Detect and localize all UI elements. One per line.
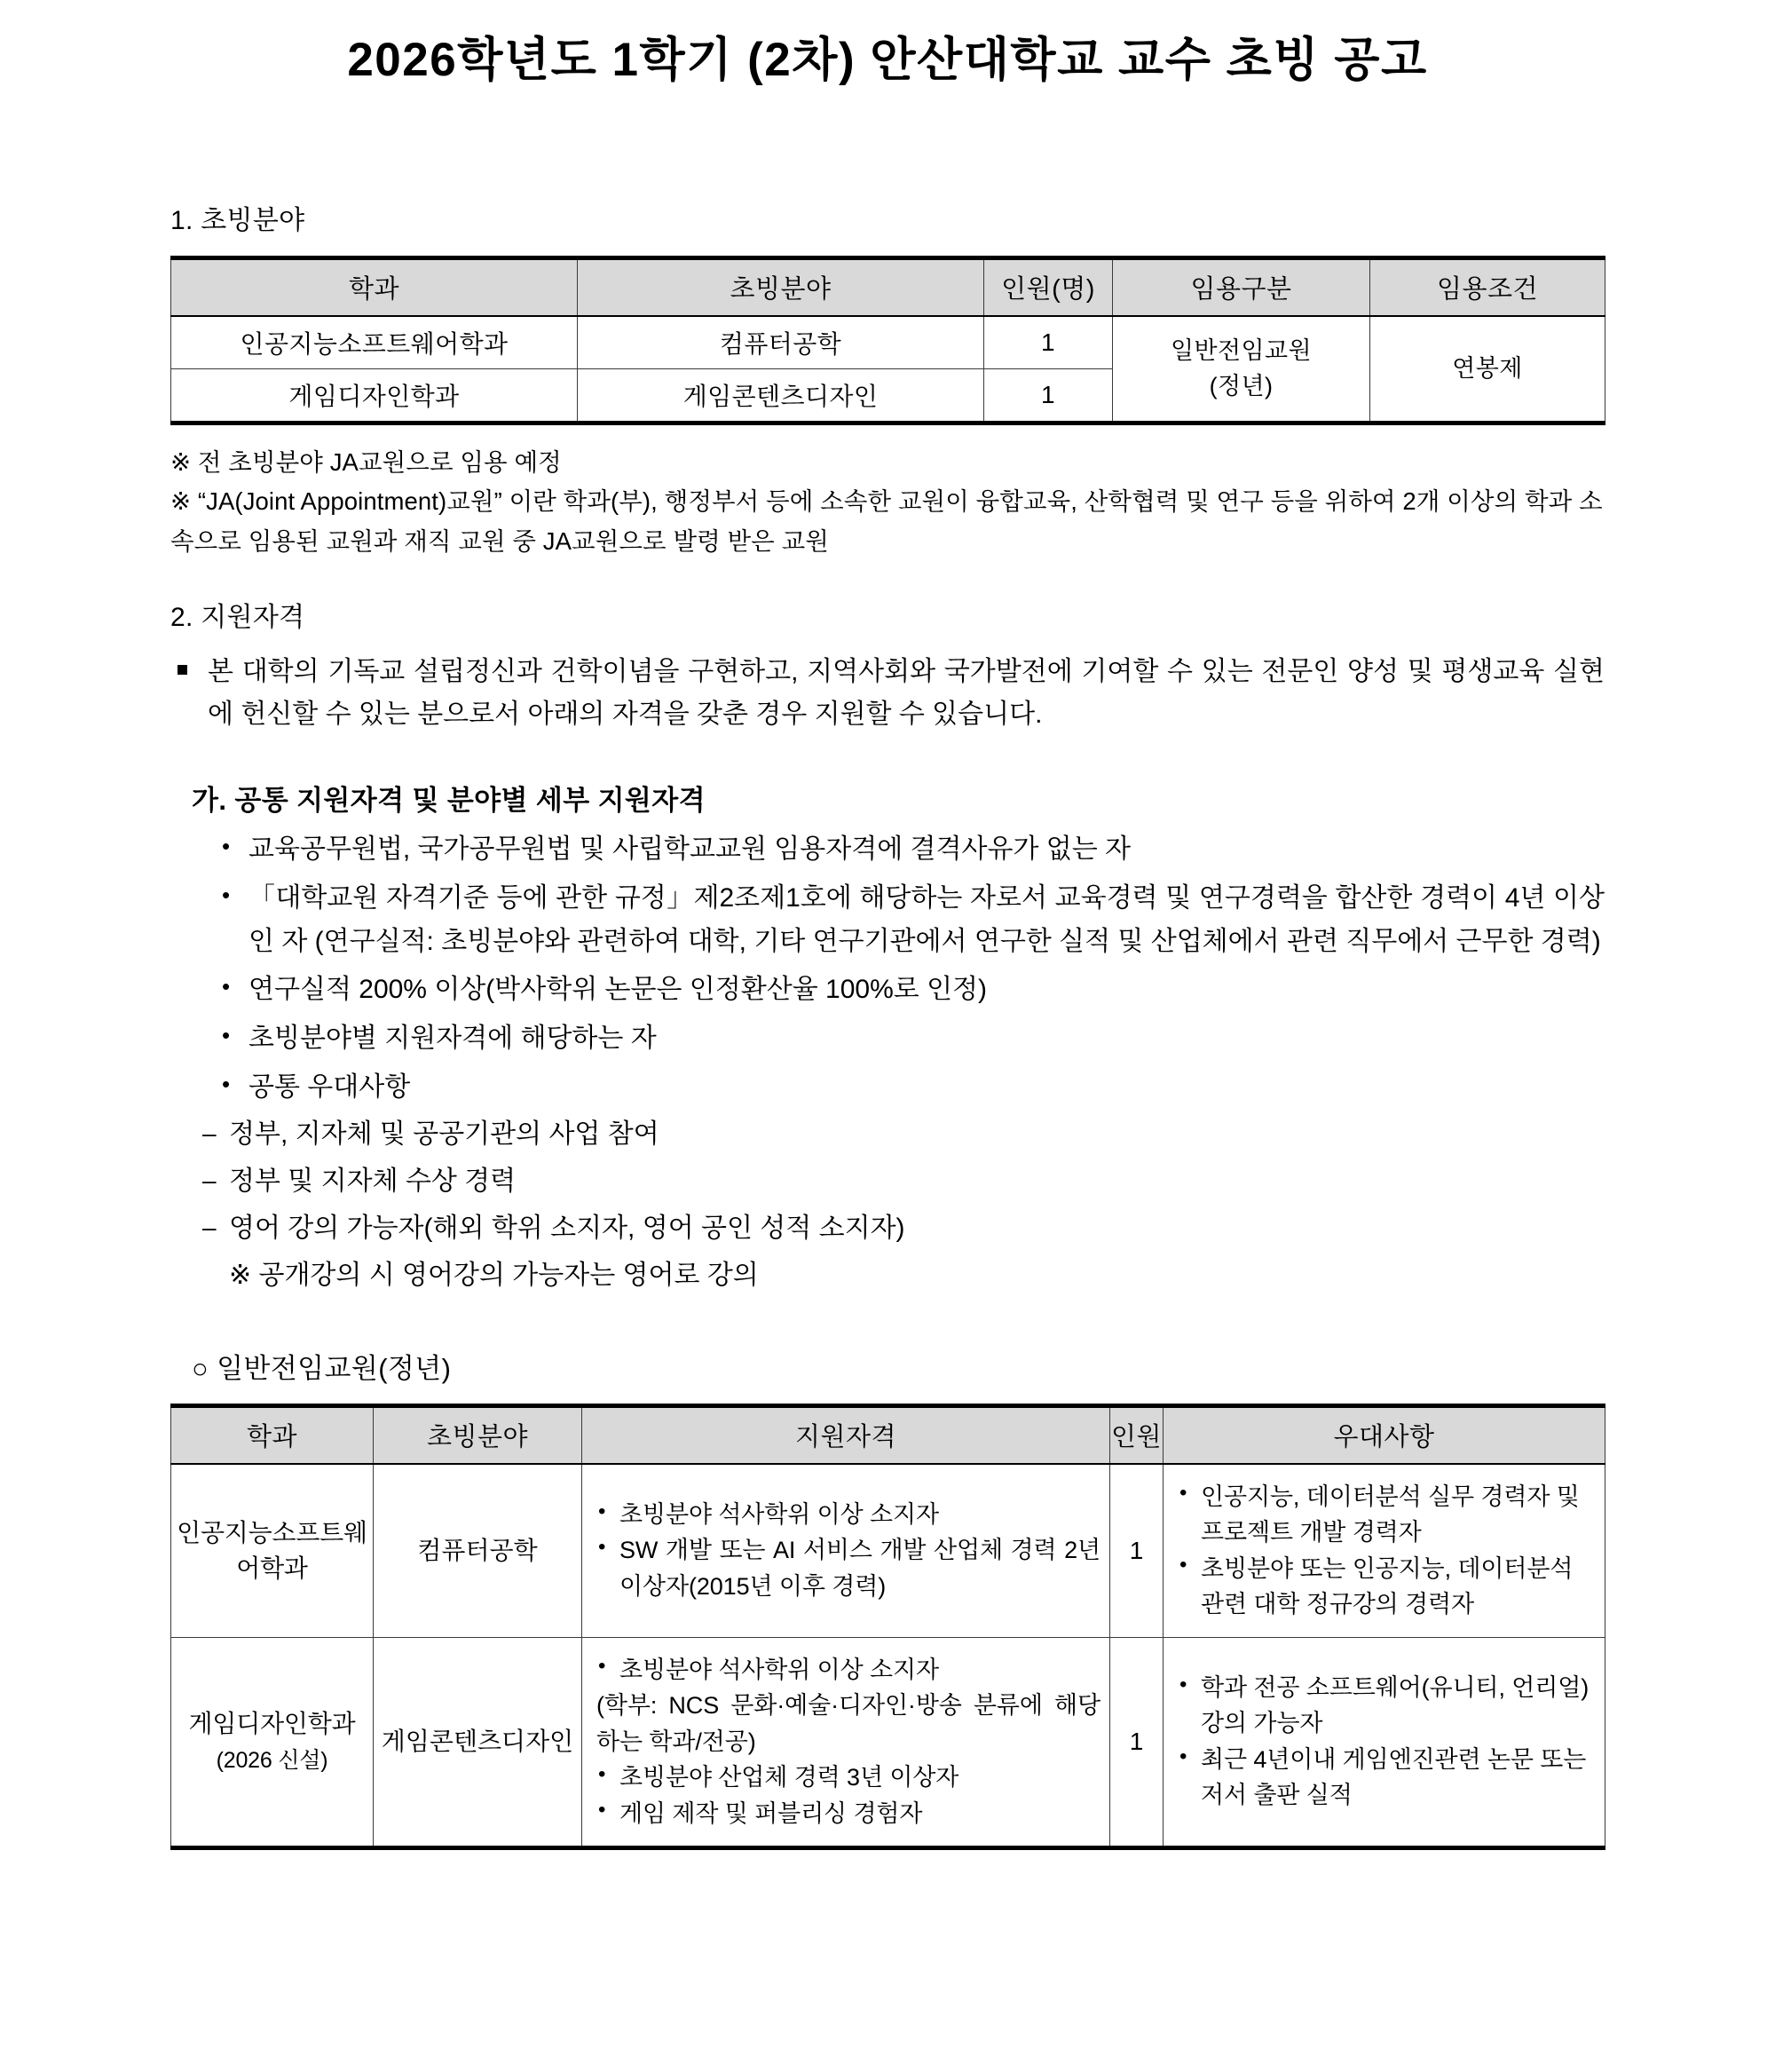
cell-appointment-condition: 연봉제 (1370, 316, 1605, 423)
list-item: • 게임 제작 및 퍼블리싱 경험자 (596, 1796, 1100, 1832)
dept-name: 인공지능소프트웨어학과 (177, 1518, 367, 1582)
col-header-preference: 우대사항 (1164, 1405, 1605, 1464)
dept-note: (2026 신설) (216, 1748, 328, 1774)
col-header-dept: 학과 (171, 1405, 374, 1464)
cell-count: 1 (1110, 1637, 1164, 1848)
preference-list (1178, 1479, 1596, 1623)
list-item: – 정부, 지자체 및 공공기관의 사업 참여 (202, 1113, 1605, 1157)
cell-field: 컴퓨터공학 (578, 316, 984, 369)
list-item: • 연구실적 200% 이상(박사학위 논문은 인정환산율 100%로 인정) (222, 969, 1605, 1012)
section-2 (170, 562, 1605, 1851)
list-item: • 초빙분야 산업체 경력 3년 이상자 (596, 1760, 1100, 1796)
appointment-type-line1: 일반전임교원 (1171, 336, 1312, 364)
page-title: 2026학년도 1학기 (2차) 안산대학교 교수 초빙 공고 (347, 34, 1428, 86)
cell-count: 1 (984, 316, 1113, 369)
list-item-preferences-heading: • 공통 우대사항 (222, 1066, 1605, 1110)
list-item: • 초빙분야별 지원자격에 해당하는 자 (222, 1017, 1605, 1061)
table-row (171, 1464, 1605, 1638)
recruitment-overview-table (170, 256, 1605, 425)
list-item: • 초빙분야 석사학위 이상 소지자 (596, 1652, 1100, 1688)
qualification-list (596, 1497, 1100, 1605)
cell-dept: 인공지능소프트웨어학과 (171, 316, 578, 369)
cell-qualifications (582, 1637, 1110, 1848)
section-1-notes (170, 443, 1605, 562)
preference-list (1178, 1670, 1596, 1814)
appointment-type-line2: (정년) (1209, 373, 1274, 400)
cell-field: 게임콘텐츠디자인 (374, 1637, 582, 1848)
cell-preferences (1164, 1464, 1605, 1638)
list-item: • SW 개발 또는 AI 서비스 개발 산업체 경력 2년 이상자(2015년 이후 경력) (596, 1532, 1100, 1604)
list-item: • 학과 전공 소프트웨어(유니티, 언리얼) 강의 가능자 (1178, 1670, 1596, 1742)
section-1 (170, 88, 1605, 562)
cell-dept (171, 1637, 374, 1848)
common-qualification-list (170, 828, 1605, 1110)
cell-field: 게임콘텐츠디자인 (578, 368, 984, 423)
col-header-qualification: 지원자격 (582, 1405, 1110, 1464)
col-header-dept: 학과 (171, 257, 578, 316)
dept-name: 게임디자인학과 (188, 1710, 356, 1738)
cell-count: 1 (984, 368, 1113, 423)
detail-block-heading: ○ 일반전임교원(정년) (192, 1352, 452, 1384)
section-2-intro-text: 본 대학의 기독교 설립정신과 건학이념을 구현하고, 지역사회와 국가발전에 기여할 수 있는 전문인 양성 및 평생교육 실현에 헌신할 수 있는 분으로서 아래의 자격을 갖춘 경우 지원할 수 있습니다. (208, 656, 1605, 730)
sub-section-a-heading: 가. 공통 지원자격 및 분야별 세부 지원자격 (192, 784, 706, 816)
list-item: • 「대학교원 자격기준 등에 관한 규정」제2조제1호에 해당하는 자로서 교육경력 및 연구경력을 합산한 경력이 4년 이상인 자 (연구실적: 초빙분야와 관련하여 대학, 기타 연구기관에서 연구한 실적 및 산업체에서 관련 직무에서 근무한 경력) (222, 877, 1605, 964)
list-item: • 인공지능, 데이터분석 실무 경력자 및 프로젝트 개발 경력자 (1178, 1479, 1596, 1551)
cell-field: 컴퓨터공학 (374, 1464, 582, 1638)
note-ja-appointment: ※ 전 초빙분야 JA교원으로 임용 예정 (170, 447, 562, 476)
col-header-count: 인원 (1110, 1405, 1164, 1464)
cell-count: 1 (1110, 1464, 1164, 1638)
list-item: • 교육공무원법, 국가공무원법 및 사립학교교원 임용자격에 결격사유가 없는 자 (222, 828, 1605, 872)
section-1-heading: 1. 초빙분야 (170, 205, 305, 235)
section-2-heading: 2. 지원자격 (170, 602, 305, 632)
qualification-list (596, 1652, 1100, 1832)
preference-note: ※ 공개강의 시 영어강의 가능자는 영어로 강의 (229, 1260, 759, 1290)
list-item: • 최근 4년이내 게임엔진관련 논문 또는 저서 출판 실적 (1178, 1742, 1596, 1814)
common-preference-list (170, 1113, 1605, 1251)
list-item: (학부: NCS 문화·예술·디자인·방송 분류에 해당하는 학과/전공) (596, 1692, 1100, 1755)
col-header-field: 초빙분야 (374, 1405, 582, 1464)
list-item: – 정부 및 지자체 수상 경력 (202, 1160, 1605, 1204)
cell-appointment-type (1113, 316, 1370, 423)
square-bullet-icon (178, 665, 187, 675)
section-2-intro (170, 651, 1605, 737)
list-item: • 초빙분야 석사학위 이상 소지자 (596, 1497, 1100, 1533)
cell-dept (171, 1464, 374, 1638)
list-item: – 영어 강의 가능자(해외 학위 소지자, 영어 공인 성적 소지자) (202, 1207, 1605, 1251)
cell-qualifications (582, 1464, 1110, 1638)
qualification-detail-table (170, 1404, 1605, 1851)
col-header-count: 인원(명) (984, 257, 1113, 316)
list-item: • 초빙분야 또는 인공지능, 데이터분석 관련 대학 정규강의 경력자 (1178, 1551, 1596, 1623)
note-ja-definition: ※ “JA(Joint Appointment)교원” 이란 학과(부), 행정부서 등에 소속한 교원이 융합교육, 산학협력 및 연구 등을 위하여 2개 이상의 학과 소속으로 임용된 교원과 재직 교원 중 JA교원으로 발령 받은 교원 (170, 487, 1603, 556)
cell-dept: 게임디자인학과 (171, 368, 578, 423)
col-header-appointment-type: 임용구분 (1113, 257, 1370, 316)
col-header-field: 초빙분야 (578, 257, 984, 316)
table-row (171, 316, 1605, 369)
table-header-row (171, 1405, 1605, 1464)
col-header-appointment-condition: 임용조건 (1370, 257, 1605, 316)
cell-preferences (1164, 1637, 1605, 1848)
table-row (171, 1637, 1605, 1848)
table-header-row (171, 257, 1605, 316)
